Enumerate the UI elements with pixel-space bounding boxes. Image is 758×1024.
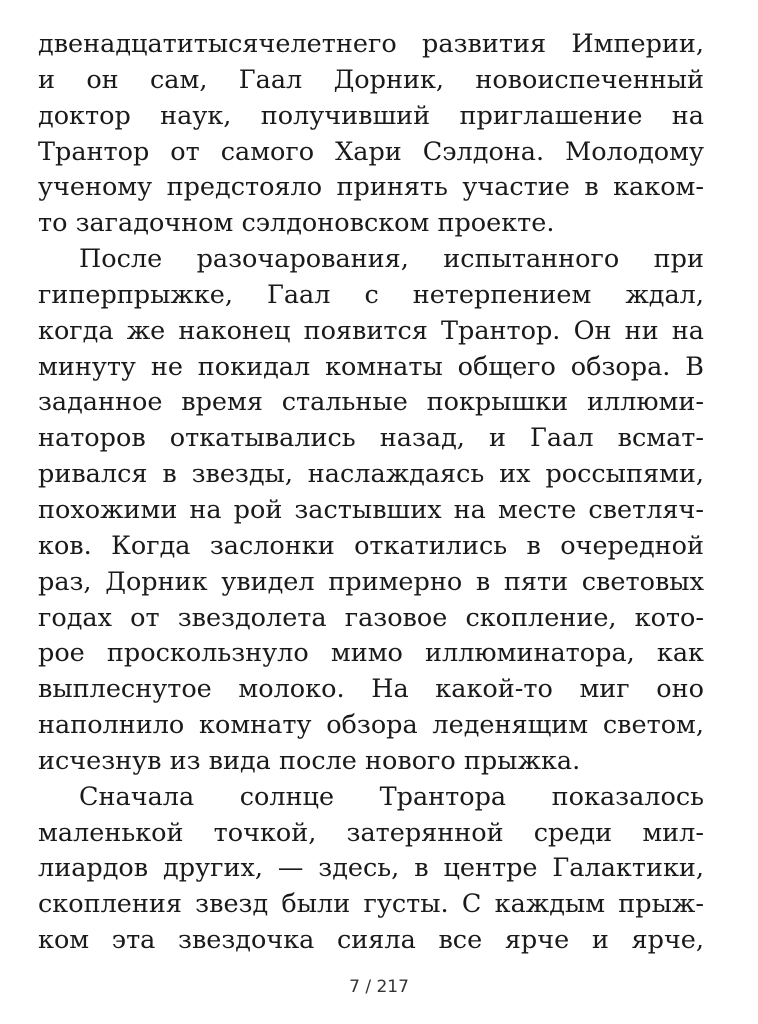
text-line: ком эта звездочка сияла все ярче и ярче, — [38, 925, 704, 956]
text-line: двенадцатитысячелетнего развития Империи, — [38, 29, 704, 59]
text-line: выплеснутое молоко. На какой-то миг оно — [38, 674, 704, 705]
text-line: После разочарования, испытанного при — [79, 244, 704, 275]
text-line: доктор наук, получивший приглашение на — [38, 100, 704, 131]
text-line: годах от звездолета газовое скопление, кото- — [38, 602, 704, 633]
text-line: ривался в звезды, наслаждаясь их россыпями, — [38, 459, 704, 490]
text-line: ков. Когда заслонки откатились в очередной — [38, 530, 704, 561]
paragraph-3 — [38, 780, 704, 959]
text-line: то загадочном сэлдоновском проекте. — [38, 208, 555, 239]
text-line: раз, Дорник увидел примерно в пяти световых — [38, 566, 704, 597]
text-line: заданное время стальные покрышки иллюми- — [38, 387, 704, 418]
text-line: и он сам, Гаал Дорник, новоиспеченный — [38, 64, 704, 95]
text-line: скопления звезд были густы. С каждым прыж- — [38, 889, 704, 920]
text-line: ученому предстояло принять участие в каком- — [38, 172, 704, 203]
text-line: исчезнув из вида после нового прыжка. — [38, 745, 581, 776]
text-line: наторов откатывались назад, и Гаал всмат- — [38, 423, 704, 454]
text-line: наполнило комнату обзора леденящим светом, — [38, 710, 704, 741]
text-line: гиперпрыжке, Гаал с нетерпением ждал, — [38, 279, 704, 310]
text-column — [38, 27, 704, 959]
text-line: похожими на рой застывших на месте светляч- — [38, 494, 704, 525]
page-indicator: 7 / 217 — [349, 977, 409, 997]
text-line: лиардов других, — здесь, в центре Галактики, — [38, 853, 704, 884]
paragraph-1 — [38, 27, 704, 242]
text-line: когда же наконец появится Трантор. Он ни на — [38, 315, 704, 346]
text-line: маленькой точкой, затерянной среди мил- — [38, 817, 704, 848]
text-line: Трантор от самого Хари Сэлдона. Молодому — [38, 136, 704, 167]
text-line: рое проскользнуло мимо иллюминатора, как — [38, 638, 704, 669]
text-line: Сначала солнце Трантора показалось — [79, 781, 704, 812]
paragraph-2 — [38, 242, 704, 780]
text-line: минуту не покидал комнаты общего обзора. В — [38, 351, 704, 382]
